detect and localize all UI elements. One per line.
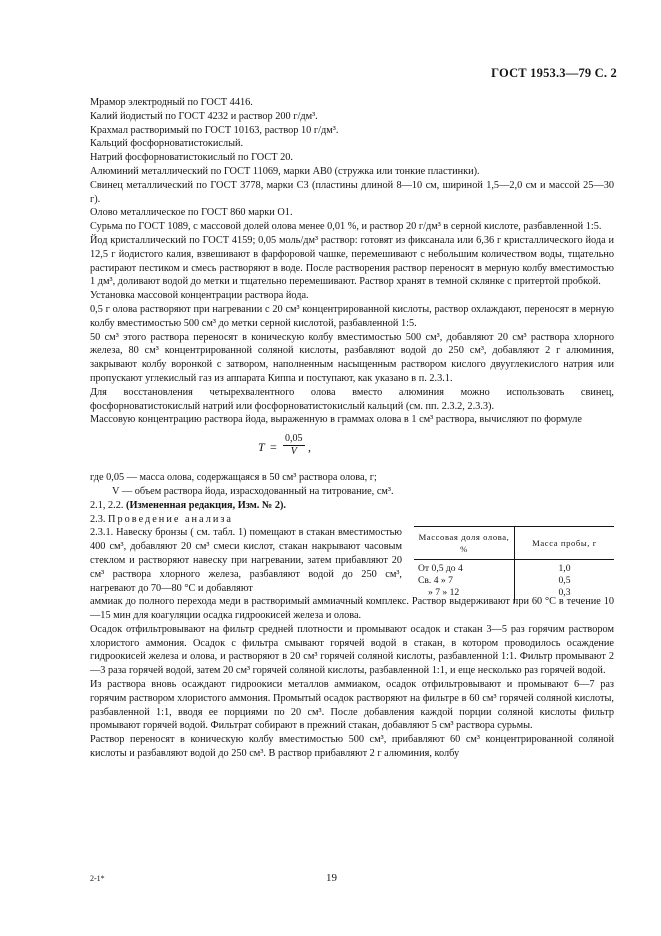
table-row [414, 587, 614, 603]
table-cell: 0,5 [558, 575, 571, 587]
formula-comma: , [308, 440, 311, 455]
page-header: ГОСТ 1953.3—79 С. 2 [491, 66, 617, 80]
table-cell: » 7 » 12 [414, 587, 515, 603]
formula-lhs: T [258, 440, 265, 455]
formula-fraction [283, 433, 305, 458]
formula-equals: = [270, 440, 277, 455]
reagent-line: Свинец металлический по ГОСТ 3778, марки С3 (пластины длиной 8—10 см, шириной 1,5—2,0 см и массой 25—30 г). [90, 179, 614, 205]
table-row [414, 560, 614, 576]
paragraph: аммиак до полного перехода меди в растворимый аммиачный комплекс. Раствор выдерживают при 60 °С в течение 10—15 мин для коагуляции осадка гидроокисей железа и олова. [90, 596, 614, 622]
reagent-line: Крахмал растворимый по ГОСТ 10163, раствор 10 г/дм³. [90, 124, 339, 136]
document-body [90, 96, 614, 761]
reagent-line: Для восстановления четырехвалентного олова вместо алюминия можно использовать свинец, фосфорноватистокислый натрий или фосфорноватистокислый кальций (см. пп. 2.3.2, 2.3.3). [90, 386, 614, 412]
section-number: 2.3. [90, 513, 106, 525]
formula [90, 433, 614, 461]
table-header-cell: Массовая доля олова, % [414, 527, 515, 560]
paragraph: Из раствора вновь осаждают гидроокиси металлов аммиаком, осадок отфильтровывают и промывают 6—7 раз горячим раствором хлористого аммония. Промытый осадок растворяют на фильтре в 60 см³ горячей соляной кислоты, разбавленной 1:1, вводя ее порциями по 20 см³. После добавления каждой порции соляной кислоты фильтр промывают горячей водой. Фильтрат собирают в прежний стакан, добавляют 5 см³ раствора сурьмы. [90, 679, 614, 732]
table-cell: 0,3 [558, 587, 571, 599]
footer-signature: 2-1* [90, 874, 105, 883]
section-heading [90, 513, 614, 527]
table-header-cell: Масса пробы, г [515, 527, 615, 560]
reagent-line: Йод кристаллический по ГОСТ 4159; 0,05 моль/дм³ раствор: готовят из фиксанала или 6,36 г кристаллического йода и 12,5 г йодистого калия, взвешивают в фарфоровой чашке, перемешивают с небольшим количеством воды, тщательно растирают пестиком и смесь растворяют в воде. После растворения раствор переносят в мерную колбу вместимостью 1 дм³, доливают водой до метки и тщательно перемешивают. Раствор хранят в темной склянке с притертой пробкой. [90, 234, 614, 288]
page-number: 19 [326, 872, 337, 884]
table-cell: Св. 4 » 7 [414, 575, 515, 587]
reagent-line: Олово металлическое по ГОСТ 860 марки О1. [90, 207, 293, 219]
table-cell: 1,0 [558, 563, 571, 575]
formula-numerator: 0,05 [285, 433, 303, 445]
reagent-line: Кальций фосфорноватистокислый. [90, 138, 244, 150]
reagent-line: Алюминий металлический по ГОСТ 11069, марки АВ0 (стружка или тонкие пластинки). [90, 165, 480, 177]
edition-prefix: 2.1, 2.2. [90, 499, 127, 511]
section-title: Проведение анализа [108, 513, 234, 525]
paragraph: Раствор переносят в коническую колбу вместимостью 500 см³, прибавляют 60 см³ концентрированной соляной кислоты и разбавляют водой до 250 см³. В раствор прибавляют 2 г алюминия, колбу [90, 734, 614, 760]
formula-where-line: где 0,05 — масса олова, содержащаяся в 50 см³ раствора олова, г; [90, 472, 377, 484]
reagent-line: Установка массовой концентрации раствора йода. [90, 290, 309, 302]
formula-where-line: V — объем раствора йода, израсходованный на титрование, см³. [112, 485, 394, 497]
edition-text: (Измененная редакция, Изм. № 2). [126, 499, 286, 511]
sample-mass-table [414, 526, 614, 603]
reagent-line: Мрамор электродный по ГОСТ 4416. [90, 97, 253, 108]
formula-denominator: V [290, 446, 297, 458]
section-with-table [90, 526, 614, 599]
reagent-line: 0,5 г олова растворяют при нагревании с 20 см³ концентрированной кислоты, раствор охлаждают, переносят в мерную колбу вместимостью 500 см³ до метки серной кислотой, разбавленной 1:5. [90, 303, 614, 329]
reagent-line: 50 см³ этого раствора переносят в коническую колбу вместимостью 500 см³, добавляют 20 см³ раствора хлорного железа, 80 см³ концентрированной соляной кислоты, разбавляют водой до 250 см³, добавляют 2 г алюминия, закрывают колбу воронкой с затвором, наполненным насыщенным раствором кислого двууглекислого натрия или пропускают углекислый газ из аппарата Киппа и поступают, как указано в п. 2.3.1. [90, 331, 614, 384]
paragraph: 2.3.1. Навеску бронзы ( см. табл. 1) помещают в стакан вместимостью 400 см³, добавляют 20 см³ смеси кислот, стакан накрывают часовым стеклом и растворяют навеску при нагревании, затем прибавляют 20 см³ раствора хлорного железа, разбавляют водой до 250 см³, нагревают до 70—80 °С и добавляют [90, 527, 402, 594]
reagent-line: Калий йодистый по ГОСТ 4232 и раствор 200 г/дм³. [90, 110, 318, 122]
reagent-line: Сурьма по ГОСТ 1089, с массовой долей олова менее 0,01 %, и раствор 20 г/дм³ в серной кислоте, разбавленной 1:5. [90, 221, 602, 233]
paragraph: Осадок отфильтровывают на фильтр средней плотности и промывают осадок и стакан 3—5 раз горячим раствором хлористого аммония. Осадок с фильтра смывают горячей водой в стакан, в котором проводилось осаждение гидроокисей железа и олова, и растворяют в 20 см³ горячей соляной кислоты, разбавленной 1:1. Фильтр промывают 2—3 раза горячей водой, затем 20 см³ горячей соляной кислоты, разбавленной 1:1, и еще несколько раз горячей водой. [90, 623, 614, 677]
edition-note [90, 499, 614, 513]
reagent-line: Натрий фосфорноватистокислый по ГОСТ 20. [90, 152, 293, 164]
reagent-line: Массовую концентрацию раствора йода, выраженную в граммах олова в 1 см³ раствора, вычисляют по формуле [90, 414, 582, 426]
table-cell: От 0,5 до 4 [414, 560, 515, 576]
table-row [414, 575, 614, 587]
